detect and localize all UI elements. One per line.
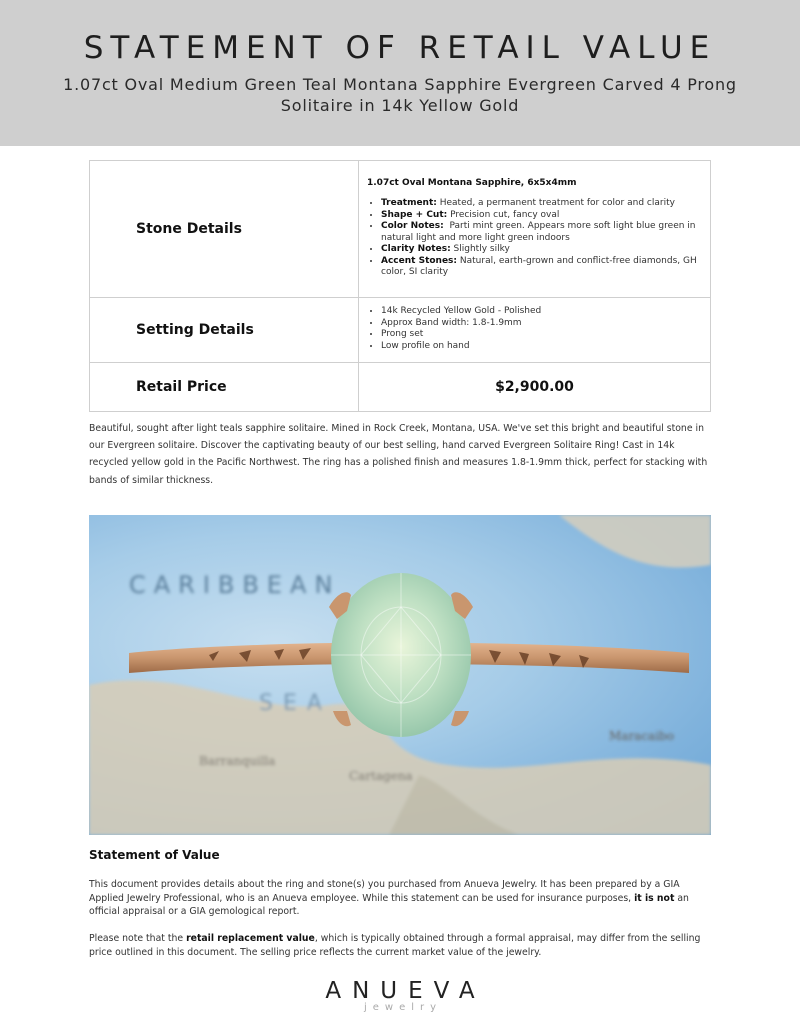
stone-details-list: [367, 198, 700, 279]
product-subtitle: 1.07ct Oval Medium Green Teal Montana Sapphire Evergreen Carved 4 Prong Solitaire in 14k Yellow Gold: [63, 75, 737, 115]
header-banner: [0, 0, 800, 146]
product-description: Beautiful, sought after light teals sapphire solitaire. Mined in Rock Creek, Montana, USA. We've set this bright and beautiful stone in our Evergreen solitaire. Discover the captivating beauty of our best selling, hand carved Evergreen Solitaire Ring! Cast in 14k recycled yellow gold in the Pacific Northwest. The ring has a polished finish and measures 1.8-1.9mm thick, perfect for stacking with bands of similar thickness.: [89, 423, 708, 486]
list-item: [381, 221, 700, 244]
stone-details-row: [90, 161, 711, 298]
statement-emphasis: it is not: [634, 892, 675, 904]
statement-paragraph-2: [89, 932, 714, 959]
statement-paragraph-1: [89, 878, 714, 919]
details-table: [89, 160, 711, 412]
list-item: [381, 210, 700, 222]
anueva-logo: [300, 978, 500, 1013]
statement-text: , which is typically obtained through a formal appraisal, may differ from the selling price outlined in this document. The selling price reflects the current market value of the jewelry.: [89, 933, 701, 958]
map-label: Maracaibo: [609, 729, 674, 743]
item-value: Heated, a permanent treatment for color and clarity: [439, 198, 675, 208]
setting-details-content: [359, 298, 711, 363]
page-title: STATEMENT OF RETAIL VALUE: [83, 30, 717, 66]
list-item: [381, 198, 700, 210]
stone-details-content: [359, 161, 711, 298]
statement-text: Please note that the: [89, 933, 187, 944]
retail-price-value: $2,900.00: [359, 363, 711, 412]
map-label: Cartagena: [349, 769, 413, 783]
statement-heading: Statement of Value: [89, 848, 220, 862]
item-key: Clarity Notes:: [381, 244, 451, 254]
statement-text: This document provides details about the ring and stone(s) you purchased from Anueva Jewelry. It has been prepared by a GIA Applied Jewelry Professional, who is an Anueva employee. While this statement can be used for insurance purposes,: [89, 879, 680, 904]
retail-price-label: Retail Price: [90, 363, 359, 412]
ring-photo: [89, 515, 711, 835]
list-item: • Prong set: [381, 329, 700, 341]
map-label: CARIBBEAN: [129, 571, 341, 599]
ring-illustration: [89, 515, 711, 835]
map-label: Barranquilla: [199, 754, 276, 768]
list-item: • Approx Band width: 1.8-1.9mm: [381, 318, 700, 330]
statement-text: an official appraisal or a GIA gemological report.: [89, 892, 689, 917]
stone-details-label: Stone Details: [90, 161, 359, 298]
list-item: [381, 244, 700, 256]
logo-name: ANUEVA: [325, 978, 486, 1004]
map-label: SEA: [259, 691, 332, 716]
list-item: • Low profile on hand: [381, 341, 700, 353]
stone-heading: 1.07ct Oval Montana Sapphire, 6x5x4mm: [367, 177, 577, 188]
item-key: Shape + Cut:: [381, 209, 448, 220]
item-key: Treatment:: [381, 198, 437, 208]
setting-details-list: [367, 306, 700, 352]
item-key: Color Notes:: [381, 221, 444, 231]
list-item: [381, 256, 700, 279]
setting-details-label: Setting Details: [90, 298, 359, 363]
list-item: • 14k Recycled Yellow Gold - Polished: [381, 306, 700, 318]
item-value: Precision cut, fancy oval: [450, 209, 560, 220]
setting-details-row: [90, 298, 711, 363]
item-value: Natural, earth-grown and conflict-free diamonds, GH color, SI clarity: [381, 255, 697, 277]
logo-sub: jewelry: [363, 1002, 443, 1013]
item-key: Accent Stones:: [381, 255, 458, 266]
item-value: Slightly silky: [453, 244, 510, 254]
retail-price-row: [90, 363, 711, 412]
item-value: Parti mint green. Appears more soft light blue green in natural light and more light green indoors: [381, 221, 696, 243]
statement-emphasis: retail replacement value: [186, 933, 315, 944]
